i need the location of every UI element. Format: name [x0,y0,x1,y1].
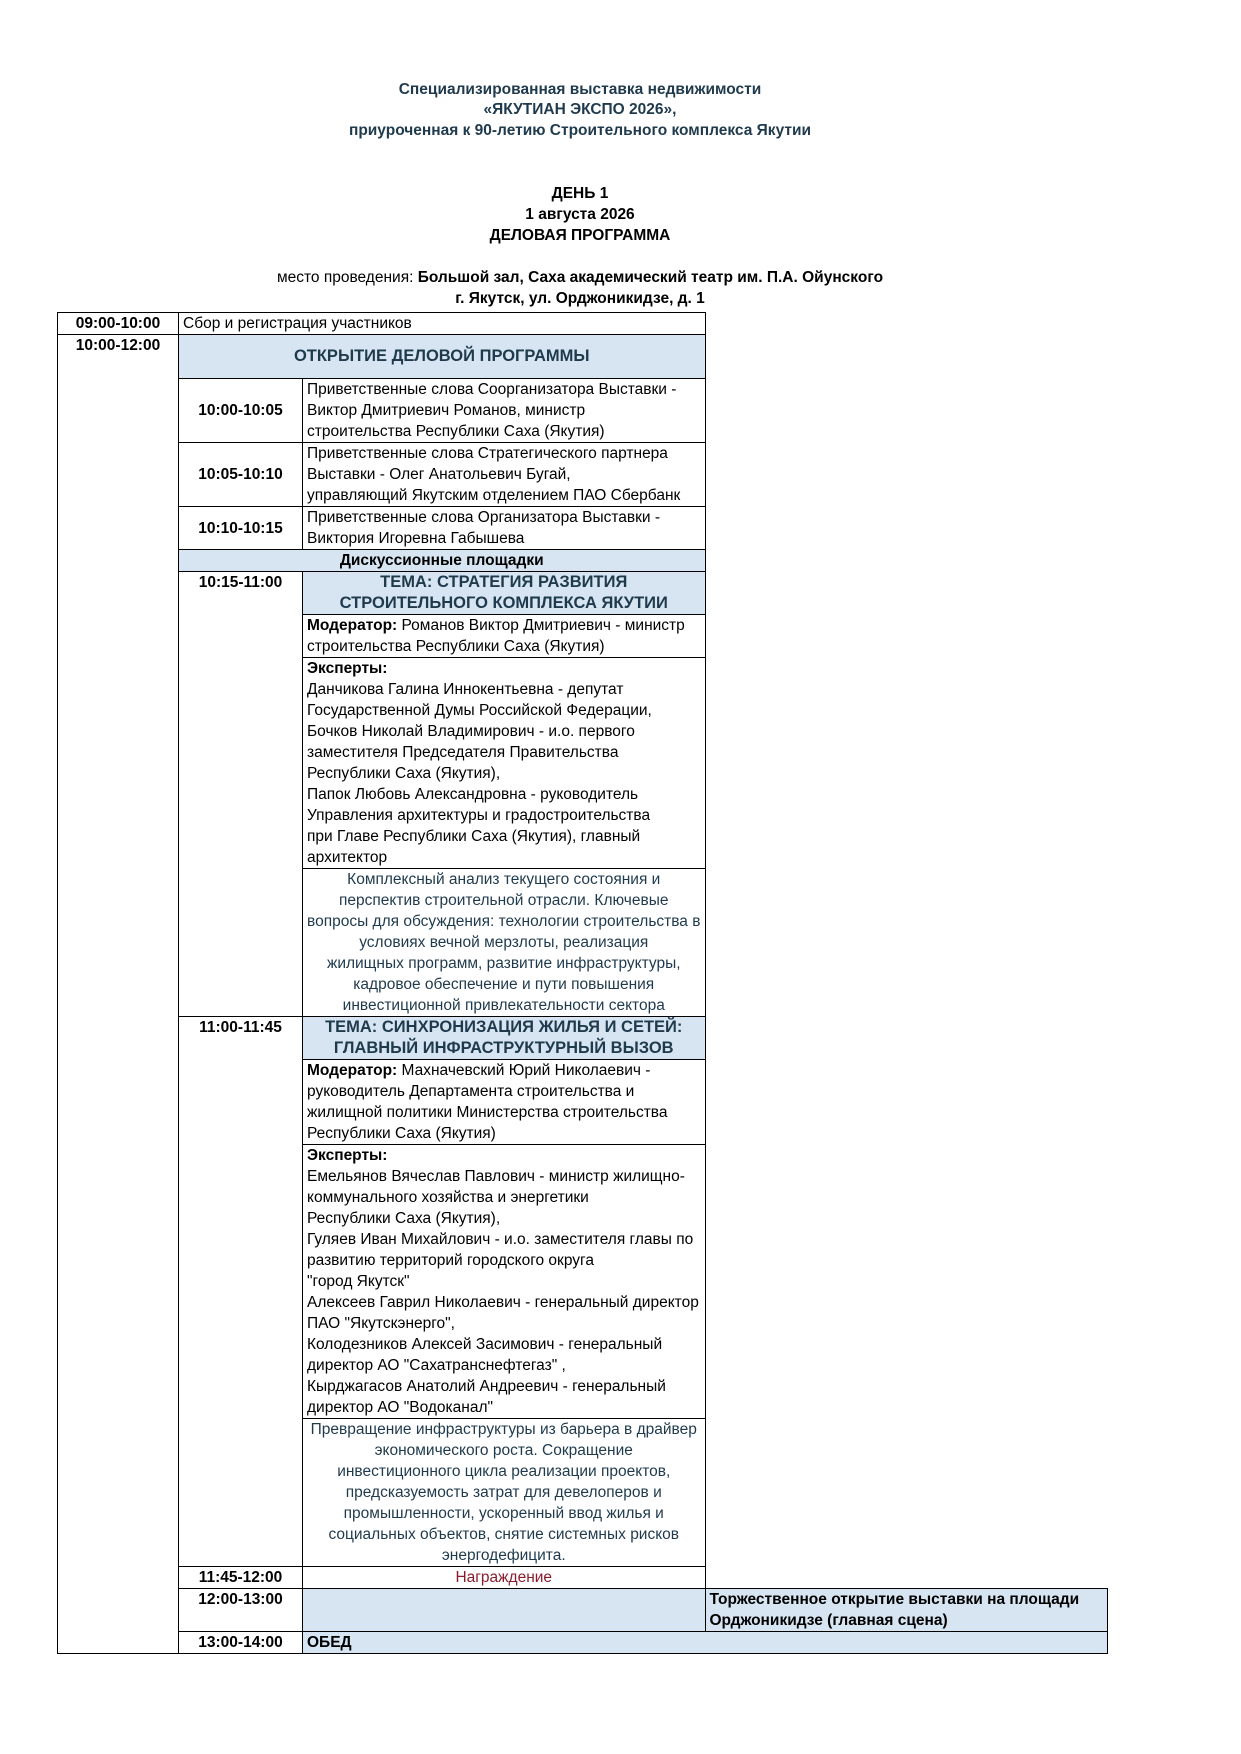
description-line: энергодефицита. [441,1547,566,1564]
speech-text: Приветственные слова Стратегического партнера Выставки - Олег Анатольевич Бугай, [307,445,668,483]
table-row [58,550,1108,572]
expert-line: "город Якутск" [307,1273,410,1290]
moderator-cell [303,1060,706,1145]
table-row [58,1589,1108,1632]
ceremony-spacer [303,1589,706,1632]
expert-line: Емельянов Вячеслав Павлович - министр жилищно-коммунального хозяйства и энергетики [307,1168,685,1206]
day-date: 1 августа 2026 [525,206,635,223]
venue-address: г. Якутск, ул. Орджоникидзе, д. 1 [455,290,705,307]
time-cell: 12:00-13:00 [179,1589,303,1632]
venue-place: Большой зал, Саха академический театр им. П.А. Ойунского [417,269,884,286]
expert-line: Бочков Николай Владимирович - и.о. первого заместителя Председателя Правительства [307,723,635,761]
lunch-cell: ОБЕД [303,1632,1108,1654]
venue-line [0,267,1160,288]
table-row [58,507,1108,550]
moderator-text: Махначевский Юрий Николаевич - руководитель Департамента строительства и [307,1062,651,1100]
table-row [58,335,1108,379]
table-row [58,1567,1108,1589]
description-line: инвестиционного цикла реализации проектов, предсказуемость затрат для девелоперов и [337,1463,671,1501]
day-title: ДЕНЬ 1 [551,185,609,202]
expert-line: Алексеев Гаврил Николаевич - генеральный директор ПАО "Якутскэнерго", [307,1294,699,1332]
expert-line: Кырджагасов Анатолий Андреевич - генеральный директор АО "Водоканал" [307,1378,666,1416]
moderator-text: Романов Виктор Дмитриевич - министр строительства Республики Саха (Якутия) [307,617,685,655]
moderator-text: жилищной политики Министерства строительства Республики Саха (Якутия) [307,1104,668,1142]
moderator-label: Модератор: [307,617,398,634]
session-description [303,1419,706,1567]
speech-text: строительства Республики Саха (Якутия) [307,423,605,440]
description-line: вопросы для обсуждения: технологии строительства в условиях вечной мерзлоты, реализация [307,913,701,951]
time-cell: 11:45-12:00 [179,1567,303,1589]
exhibition-dedication: приуроченная к 90-летию Строительного комплекса Якутии [348,122,812,139]
expert-line: при Главе Республики Саха (Якутия), главный архитектор [307,828,641,866]
speech-cell [303,443,706,507]
award-cell: Награждение [303,1567,706,1589]
session-topic: ТЕМА: СТРАТЕГИЯ РАЗВИТИЯ СТРОИТЕЛЬНОГО КОМПЛЕКСА ЯКУТИИ [303,572,706,615]
session-description [303,869,706,1017]
program-title: ДЕЛОВАЯ ПРОГРАММА [489,227,671,244]
ceremony-cell: Торжественное открытие выставки на площади Орджоникидзе (главная сцена) [705,1589,1108,1632]
description-line: промышленности, ускоренный ввод жилья и социальных объектов, снятие системных рисков [328,1505,680,1543]
opening-title: ОТКРЫТИЕ ДЕЛОВОЙ ПРОГРАММЫ [179,335,706,379]
exhibition-title: «ЯКУТИАН ЭКСПО 2026», [483,101,677,118]
table-row [58,379,1108,443]
description-line: жилищных программ, развитие инфраструктуры, кадровое обеспечение и пути повышения [326,955,681,993]
experts-cell [303,658,706,869]
moderator-cell [303,615,706,658]
table-row [58,313,1108,335]
expert-line: Папок Любовь Александровна - руководитель Управления архитектуры и градостроительства [307,786,651,824]
table-row [58,443,1108,507]
expert-line: Республики Саха (Якутия), [307,765,501,782]
table-row [58,572,1108,615]
time-cell: 13:00-14:00 [179,1632,303,1654]
speech-cell [303,379,706,443]
experts-label: Эксперты: [307,660,388,677]
experts-label: Эксперты: [307,1147,388,1164]
expert-line: Данчикова Галина Иннокентьевна - депутат Государственной Думы Российской Федерации, [307,681,652,719]
speech-text: управляющий Якутским отделением ПАО Сбербанк [307,487,681,504]
table-row [58,1017,1108,1060]
time-cell: 10:00-12:00 [58,335,179,1654]
session-topic: ТЕМА: СИНХРОНИЗАЦИЯ ЖИЛЬЯ И СЕТЕЙ: ГЛАВНЫЙ ИНФРАСТРУКТУРНЫЙ ВЫЗОВ [303,1017,706,1060]
discussion-label: Дискуссионные площадки [179,550,706,572]
expert-line: Колодезников Алексей Засимович - генеральный директор АО "Сахатранснефтегаз" , [307,1336,663,1374]
time-cell: 09:00-10:00 [58,313,179,335]
speech-text: Приветственные слова Соорганизатора Выставки - Виктор Дмитриевич Романов, министр [307,381,677,419]
speech-text: Приветственные слова Организатора Выставки - Виктория Игоревна Габышева [307,509,661,547]
schedule-table [57,312,1108,1654]
speech-cell [303,507,706,550]
experts-cell [303,1145,706,1419]
time-cell: 10:00-10:05 [179,379,303,443]
registration-cell: Сбор и регистрация участников [179,313,706,335]
moderator-label: Модератор: [307,1062,398,1079]
description-line: Комплексный анализ текущего состояния и перспектив строительной отрасли. Ключевые [339,871,669,909]
expert-line: Гуляев Иван Михайлович - и.о. заместителя главы по развитию территорий городского округа [307,1231,694,1269]
time-cell: 10:05-10:10 [179,443,303,507]
expert-line: Республики Саха (Якутия), [307,1210,501,1227]
exhibition-subtitle: Специализированная выставка недвижимости [398,81,762,98]
table-row [58,1632,1108,1654]
venue-label: место проведения: [276,269,418,286]
time-cell: 10:10-10:15 [179,507,303,550]
description-line: инвестиционной привлекательности сектора [342,997,665,1014]
time-cell: 10:15-11:00 [179,572,303,1017]
time-cell: 11:00-11:45 [179,1017,303,1567]
description-line: Превращение инфраструктуры из барьера в драйвер экономического роста. Сокращение [310,1421,697,1459]
